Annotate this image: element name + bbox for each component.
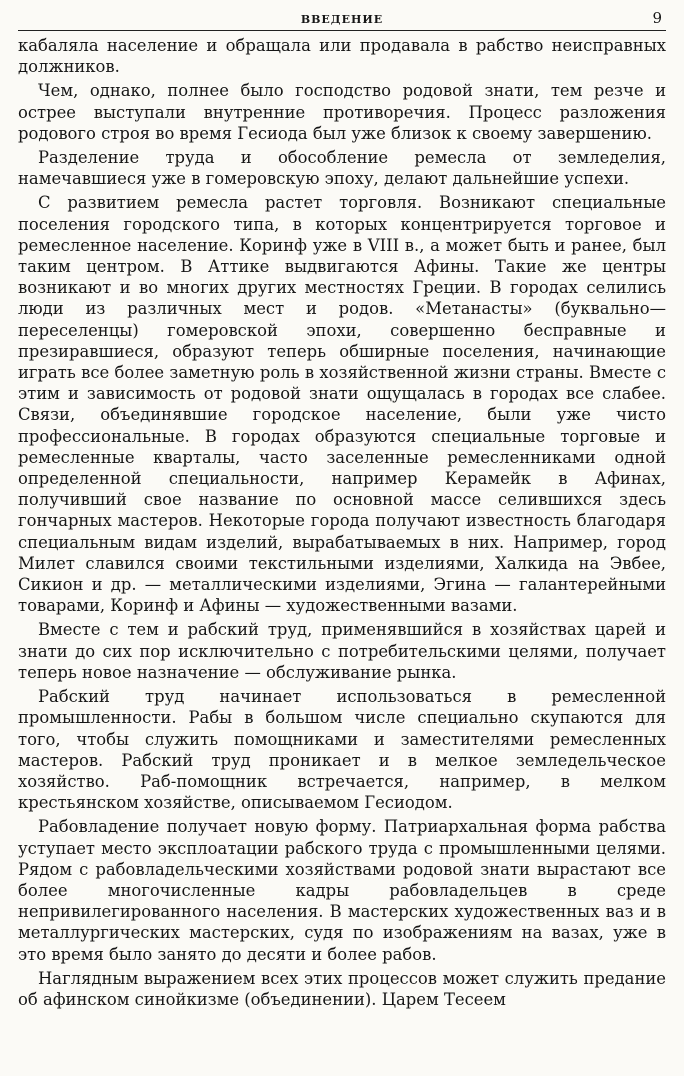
paragraph: С развитием ремесла растет торговля. Возникают специальные поселения городского типа, в которых концентрируется торговое и ремесленное население. Коринф уже в VIII в., а может быть и ранее, был таким центром. В Аттике выдвигаются Афины. Такие же центры возникают и во многих других местностях Греции. В городах селились люди из различных мест и родов. «Метанасты» (буквально—переселенцы) гомеровской эпохи, совершенно бесправные и презиравшиеся, образуют теперь обширные поселения, начинающие играть все более заметную роль в хозяйственной жизни страны. Вместе с этим и зависимость от родовой знати ощущалась в городах все слабее. Связи, объединявшие городское население, были уже чисто профессиональные. В городах образуются специальные торговые и ремесленные кварталы, часто заселенные ремесленниками одной определенной специальности, например Керамейк в Афинах, получивший свое название по основной массе селившихся здесь гончарных мастеров. Некоторые города получают известность благодаря специальным видам изделий, вырабатываемых в них. Например, город Милет славился своими текстильными изделиями, Халкида на Эвбее, Сикион и др. — металлическими изделиями, Эгина — галантерейными товарами, Коринф и Афины — художественными вазами.: [18, 193, 666, 616]
body-text: [18, 35, 666, 1010]
running-header: [18, 6, 666, 31]
page-number: 9: [652, 9, 662, 27]
paragraph: Чем, однако, полнее было господство родовой знати, тем резче и острее выступали внутренние противоречия. Процесс разложения родового строя во время Гесиода был уже близок к своему завершению.: [18, 81, 666, 143]
paragraph: Разделение труда и обособление ремесла от земледелия, намечавшиеся уже в гомеровскую эпоху, делают дальнейшие успехи.: [18, 148, 666, 189]
paragraph: кабаляла население и обращала или продавала в рабство неисправных должников.: [18, 36, 666, 77]
paragraph: Наглядным выражением всех этих процессов может служить предание об афинском синойкизме (объединении). Царем Тесеем: [18, 968, 666, 1009]
chapter-title: ВВЕДЕНИЕ: [300, 13, 384, 26]
paragraph: Рабовладение получает новую форму. Патриархальная форма рабства уступает место эксплоатации рабского труда с промышленными целями. Рядом с рабовладельческими хозяйствами родовой знати вырастают все более многочисленные кадры рабовладельцев в среде непривилегированного населения. В мастерских художественных ваз и в металлургических мастерских, судя по изображениям на вазах, уже в это время было занято до десяти и более рабов.: [18, 817, 666, 964]
paragraph: Рабский труд начинает использоваться в ремесленной промышленности. Рабы в большом числе специально скупаются для того, чтобы служить помощниками и заместителями ремесленных мастеров. Рабский труд проникает и в мелкое земледельческое хозяйство. Раб-помощник встречается, например, в мелком крестьянском хозяйстве, описываемом Гесиодом.: [18, 687, 666, 813]
paragraph: Вместе с тем и рабский труд, применявшийся в хозяйствах царей и знати до сих пор исключительно с потребительскими целями, получает теперь новое назначение — обслуживание рынка.: [18, 620, 666, 682]
